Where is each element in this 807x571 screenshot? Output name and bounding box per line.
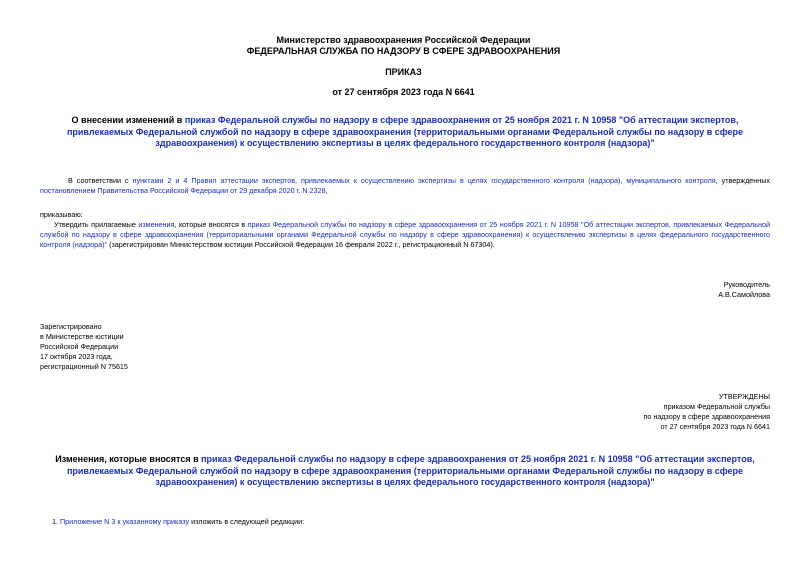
rules-link[interactable]: Правил аттестации экспертов, привлекаемых к осуществлению экспертизы в целях государственного контроля (надзора), муниципального контроля: [191, 176, 716, 185]
preamble-text-4: ,: [325, 186, 328, 195]
registration-line: Зарегистрировано: [40, 322, 102, 331]
registration-line: Российской Федерации: [40, 342, 119, 351]
approved-line: от 27 сентября 2023 года N 6641: [660, 422, 770, 431]
approve-text-1: Утвердить прилагаемые: [54, 220, 139, 229]
title-order-link[interactable]: приказ Федеральной службы по надзору в сфере здравоохранения от 25 ноября 2021 г. N 10958 "Об аттестации экспертов, привлекаемых Федеральной службой по надзору в сфере здравоохранения (территориальными органами Федеральной службы по надзору в сфере здравоохранения) к осуществлению экспертизы в целях федерального государственного контроля (надзора)": [66, 115, 744, 148]
appendix-link[interactable]: Приложение N 3 к указанному приказу: [60, 517, 190, 526]
resolution-link[interactable]: постановлением Правительства Российской Федерации от 29 декабря 2020 г. N 2328: [40, 186, 326, 195]
changes-title: [40, 454, 770, 489]
approve-text-3: (зарегистрирован Министерством юстиции Российской Федерации 16 февраля 2022 г., регистрационный N 67304).: [107, 240, 495, 249]
preamble-text-3: , утвержденных: [715, 176, 770, 185]
item-text: изложить в следующей редакции:: [189, 517, 305, 526]
signature-name: А.В.Самойлова: [718, 290, 770, 299]
preamble-text-1: В соответствии с: [68, 176, 133, 185]
changes-title-order-link[interactable]: приказ Федеральной службы по надзору в сфере здравоохранения от 25 ноября 2021 г. N 10958 "Об аттестации экспертов, привлекаемых Федеральной службой по надзору в сфере здравоохранения (территориальными органами Федеральной службы по надзору в сфере здравоохранения) к осуществлению экспертизы в целях федерального государственного контроля (надзора)": [66, 454, 755, 487]
preamble-paragraph: [40, 176, 770, 196]
approve-text-2: , которые вносятся в: [174, 220, 248, 229]
changes-link[interactable]: изменения: [138, 220, 175, 229]
approved-line: по надзору в сфере здравоохранения: [643, 412, 770, 421]
doc-date: от 27 сентября 2023 года N 6641: [332, 87, 475, 97]
signature-position: Руководитель: [723, 280, 770, 289]
amended-order-link[interactable]: приказ Федеральной службы по надзору в сфере здравоохранения от 25 ноября 2021 г. N 10958 "Об аттестации экспертов, привлекаемых Федеральной службой по надзору в сфере здравоохранения (территориальными органами Федеральной службы по надзору в сфере здравоохранения) к осуществлению экспертизы в целях федерального государственного контроля (надзора)": [40, 220, 770, 249]
ministry-name: Министерство здравоохранения Российской Федерации: [276, 35, 531, 45]
approved-block: [560, 392, 770, 432]
approve-paragraph: [40, 220, 770, 250]
item-number: 1.: [52, 517, 60, 526]
order-word: приказываю:: [40, 210, 83, 219]
changes-title-prefix: Изменения, которые вносятся в: [55, 454, 202, 464]
registration-block: [40, 322, 128, 372]
service-name: ФЕДЕРАЛЬНАЯ СЛУЖБА ПО НАДЗОРУ В СФЕРЕ ЗДРАВООХРАНЕНИЯ: [246, 46, 561, 56]
registration-line: регистрационный N 75615: [40, 362, 128, 371]
title-prefix: О внесении изменений в: [71, 115, 185, 125]
approved-line: УТВЕРЖДЕНЫ: [718, 392, 770, 401]
approved-line: приказом Федеральной службы: [663, 402, 770, 411]
registration-line: в Министерстве юстиции: [40, 332, 124, 341]
points-link[interactable]: пунктами 2 и 4: [132, 176, 188, 185]
registration-line: 17 октября 2023 года,: [40, 352, 113, 361]
document-title: [40, 115, 770, 150]
signature-block: [560, 280, 770, 300]
doc-type: ПРИКАЗ: [385, 67, 422, 77]
list-item: [52, 517, 304, 527]
